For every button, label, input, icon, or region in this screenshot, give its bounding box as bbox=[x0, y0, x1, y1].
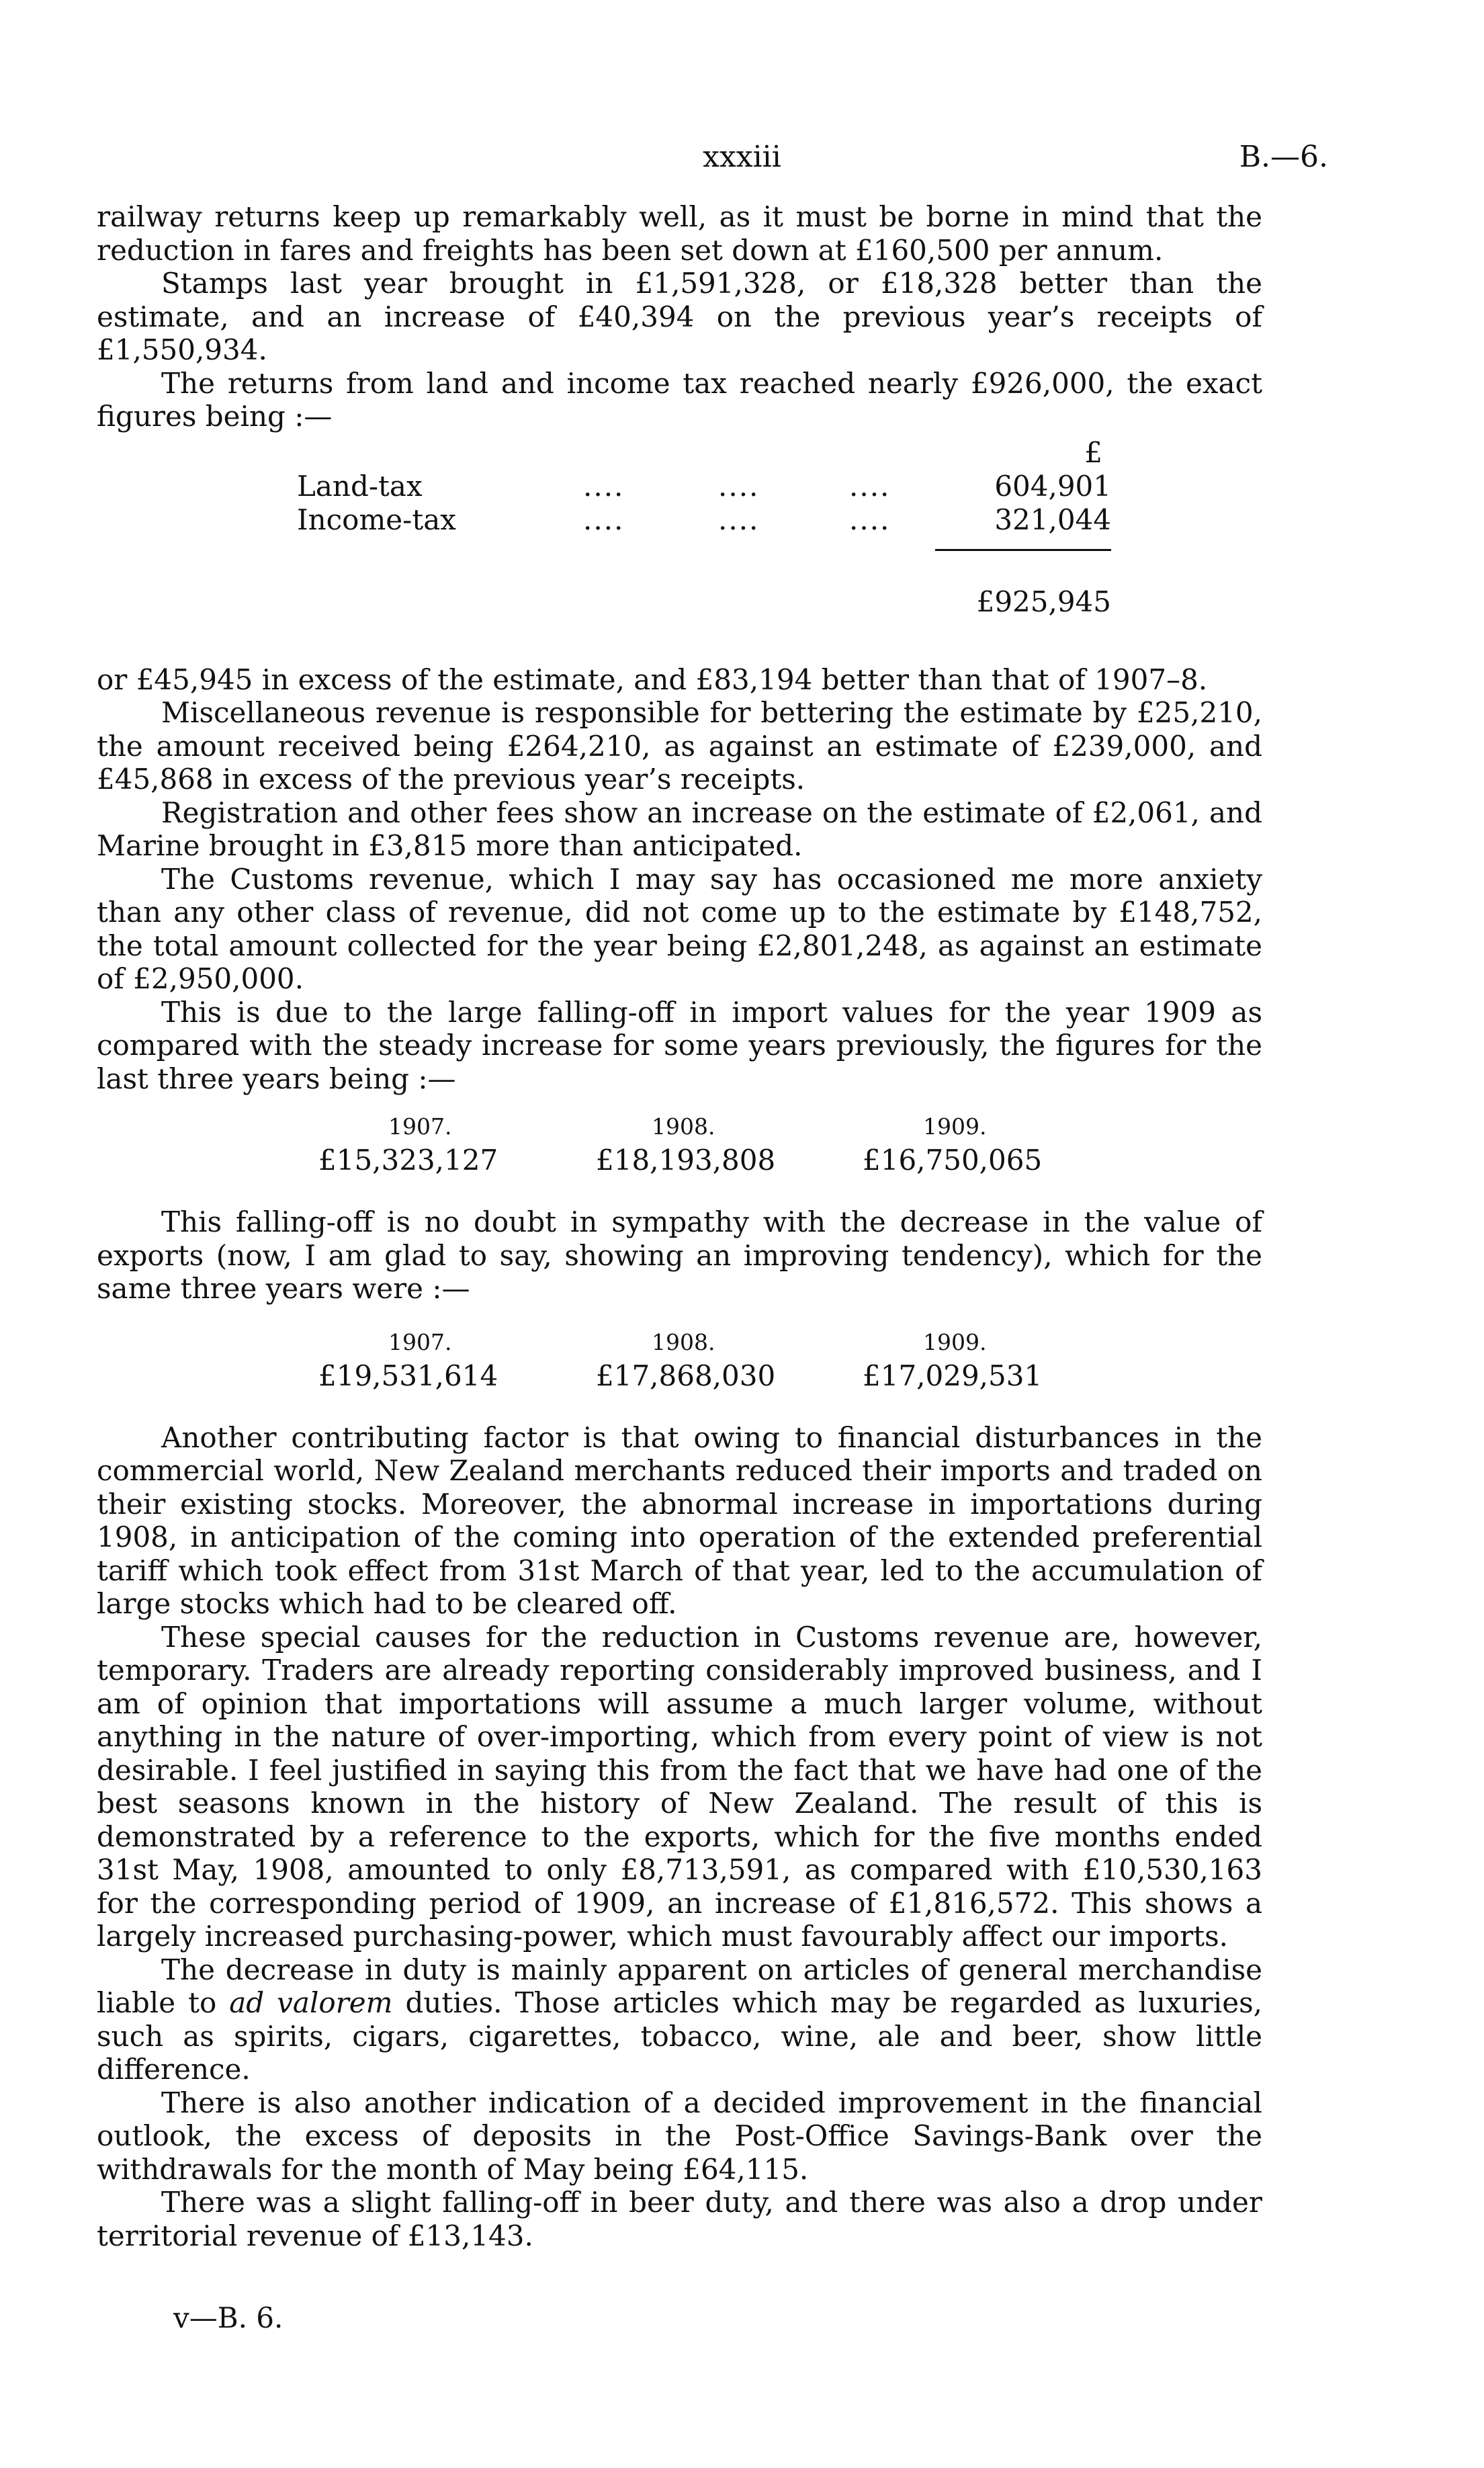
year-heading: 1908. bbox=[652, 1113, 715, 1140]
paragraph: railway returns keep up remarkably well, as it must be borne in mind that the reduction in fares and freights has been set down at £160,500 per annum. bbox=[97, 200, 1262, 267]
row-amount: 321,044 bbox=[994, 503, 1111, 536]
paragraph: There is also another indication of a decided improvement in the financial outlook, the excess of deposits in the Post-Office Savings-Bank over the withdrawals for the month of May being £64,115. bbox=[97, 2086, 1262, 2186]
paragraph bbox=[97, 1953, 1262, 2086]
row-amount: 604,901 bbox=[994, 469, 1111, 503]
paragraph: Stamps last year brought in £1,591,328, or £18,328 better than the estimate, and an increase of £40,394 on the previous year’s receipts of £1,550,934. bbox=[97, 267, 1262, 366]
row-label: Land-tax bbox=[297, 469, 423, 503]
year-heading: 1909. bbox=[923, 1113, 987, 1140]
paragraph-text: duties. Those articles which may be regarded as luxuries, such as spirits, cigars, cigarettes, tobacco, wine, ale and beer, show little difference. bbox=[97, 1986, 1262, 2086]
body-text bbox=[97, 200, 1262, 2252]
import-value: £16,750,065 bbox=[863, 1144, 1043, 1177]
total-row bbox=[97, 585, 1262, 620]
paragraph-text: The decrease in duty is mainly apparent on articles of general merchandise liable to bbox=[97, 1953, 1262, 2019]
leader-dots: .... bbox=[583, 469, 625, 503]
leader-dots: .... bbox=[718, 503, 760, 536]
import-value: £15,323,127 bbox=[318, 1144, 498, 1177]
year-heading: 1908. bbox=[652, 1328, 715, 1355]
total-amount: £925,945 bbox=[976, 585, 1111, 618]
page-number: xxxiii bbox=[703, 140, 781, 174]
paragraph: This is due to the large falling-off in import values for the year 1909 as compared with the steady increase for some years previously, the figures for the last three years being :— bbox=[97, 995, 1262, 1095]
document-reference: B.—6. bbox=[1239, 140, 1328, 174]
paragraph: The Customs revenue, which I may say has occasioned me more anxiety than any other class of revenue, did not come up to the estimate by £148,752, the total amount collected for the year being £2,801,248, as against an estimate of £2,950,000. bbox=[97, 862, 1262, 995]
row-label: Income-tax bbox=[297, 503, 456, 536]
leader-dots: .... bbox=[849, 469, 891, 503]
signature-mark: v—B. 6. bbox=[173, 2301, 283, 2334]
import-value: £18,193,808 bbox=[596, 1144, 776, 1177]
land-income-tax-table bbox=[97, 433, 1262, 663]
table-row bbox=[97, 503, 1262, 538]
paragraph: This falling-off is no doubt in sympathy with the decrease in the value of exports (now, I am glad to say, showing an improving tendency), which for the same three years were :— bbox=[97, 1205, 1262, 1305]
paragraph: The returns from land and income tax reached nearly £926,000, the exact figures being :— bbox=[97, 366, 1262, 433]
imports-table bbox=[97, 1110, 1262, 1177]
year-heading: 1907. bbox=[388, 1113, 452, 1140]
export-value: £17,868,030 bbox=[596, 1359, 776, 1392]
paragraph: Another contributing factor is that owing to financial disturbances in the commercial world, New Zealand merchants reduced their imports and traded on their existing stocks. Moreover, the abnormal increase in importations during 1908, in anticipation of the coming into operation of the extended preferential tariff which took effect from 31st March of that year, led to the accumulation of large stocks which had to be cleared off. bbox=[97, 1420, 1262, 1620]
export-value: £19,531,614 bbox=[318, 1359, 498, 1392]
export-value: £17,029,531 bbox=[863, 1359, 1043, 1392]
table-row bbox=[97, 470, 1262, 505]
leader-dots: .... bbox=[583, 503, 625, 536]
paragraph: or £45,945 in excess of the estimate, and £83,194 better than that of 1907–8. bbox=[97, 663, 1208, 696]
paragraph: Miscellaneous revenue is responsible for bettering the estimate by £25,210, the amount received being £264,210, as against an estimate of £239,000, and £45,868 in excess of the previous year’s receipts. bbox=[97, 696, 1262, 796]
leader-dots: .... bbox=[718, 469, 760, 503]
exports-table bbox=[97, 1326, 1262, 1393]
paragraph: Registration and other fees show an increase on the estimate of £2,061, and Marine brought in £3,815 more than anticipated. bbox=[97, 796, 1262, 862]
sum-rule bbox=[935, 549, 1111, 551]
currency-symbol: £ bbox=[1084, 435, 1102, 469]
year-heading: 1909. bbox=[923, 1328, 987, 1355]
paragraph: There was a slight falling-off in beer duty, and there was also a drop under territorial revenue of £13,143. bbox=[97, 2186, 1262, 2252]
leader-dots: .... bbox=[849, 503, 891, 536]
year-heading: 1907. bbox=[388, 1328, 452, 1355]
paragraph: These special causes for the reduction in Customs revenue are, however, temporary. Traders are already reporting considerably improved business, and I am of opinion that importations will assume a much larger volume, without anything in the nature of over-importing, which from every point of view is not desirable. I feel justified in saying this from the fact that we have had one of the best seasons known in the history of New Zealand. The result of this is demonstrated by a reference to the exports, which for the five months ended 31st May, 1908, amounted to only £8,713,591, as compared with £10,530,163 for the corresponding period of 1909, an increase of £1,816,572. This shows a largely increased purchasing-power, which must favourably affect our imports. bbox=[97, 1620, 1262, 1953]
italic-term: ad valorem bbox=[229, 1986, 393, 2019]
